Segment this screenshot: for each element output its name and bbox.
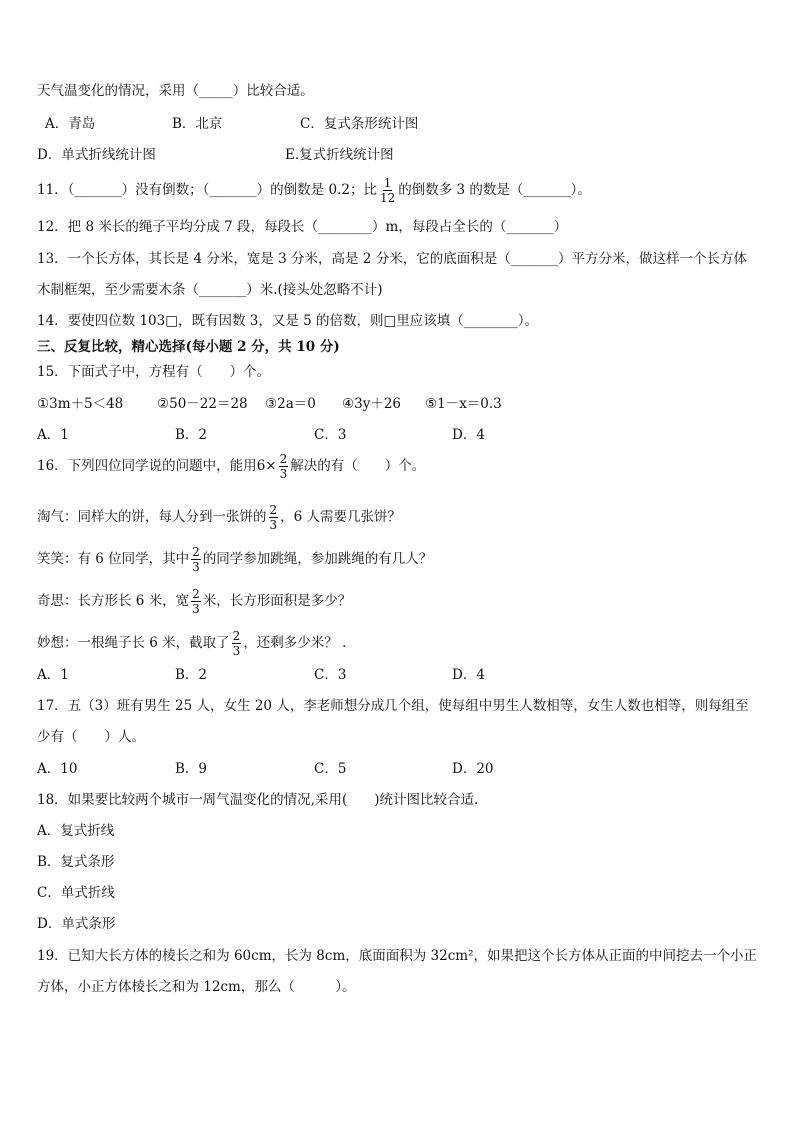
question-12: 12．把 8 米长的绳子平均分成 7 段，每段长（________）m，每段占全长的（_______） [37, 219, 568, 235]
fraction-denominator: 12 [379, 191, 396, 205]
q16-qisi [37, 587, 351, 616]
q16-miaoxiang-text-b: ，还剩多少米？ . [243, 635, 347, 651]
question-19-line-2: 方体，小正方体棱长之和为 12cm，那么（ ）。 [37, 979, 356, 995]
fraction-denominator: 3 [269, 518, 278, 532]
fraction-numerator: 2 [279, 452, 288, 466]
question-16 [37, 452, 425, 481]
q15-option-b[interactable]: B．2 [175, 427, 208, 443]
q16-xiaoxiao [37, 545, 432, 574]
fraction-denominator: 3 [192, 602, 200, 616]
q16-option-b[interactable]: B．2 [175, 667, 208, 683]
q10-option-b[interactable]: B．北京 [172, 116, 223, 132]
q16-stem-a: 16．下列四位同学说的问题中，能用 [37, 458, 257, 474]
q10-option-e[interactable]: E.复式折线统计图 [285, 147, 394, 163]
question-13-line-2: 木制框架，至少需要木条（_______）米.(接头处忽略不计) [37, 282, 383, 298]
fraction-numerator: 2 [269, 503, 278, 517]
q16-qisi-text-a: 奇思：长方形长 6 米，宽 [37, 593, 190, 609]
question-19-line-1: 19．已知大长方体的棱长之和为 60cm，长为 8cm，底面面积为 32cm²，如果把这个长方体从正面的中间挖去一个小正 [37, 948, 757, 964]
fraction-numerator: 2 [192, 587, 200, 601]
q11-text-b: 的倒数多 3 的数是（_______）。 [398, 182, 591, 198]
q16-qisi-text-b: 米，长方形面积是多少？ [202, 593, 352, 609]
question-17-line-2: 少有（ ）人。 [37, 729, 145, 745]
question-17-line-1: 17．五（3）班有男生 25 人，女生 20 人，李老师想分成几个组，使每组中男生人数相等，女生人数也相等，则每组至 [37, 698, 749, 714]
question-11 [37, 176, 591, 205]
fraction-denominator: 3 [279, 467, 288, 481]
q16-taoqi [37, 503, 401, 532]
q15-option-a[interactable]: A．1 [37, 427, 69, 443]
fraction-2-3 [232, 629, 242, 658]
q10-option-d[interactable]: D．单式折线统计图 [37, 147, 156, 163]
q18-option-b[interactable]: B．复式条形 [37, 854, 115, 870]
q17-option-b[interactable]: B．9 [175, 761, 208, 777]
q15-option-d[interactable]: D．4 [452, 427, 485, 443]
fraction-1-12 [379, 176, 396, 205]
question-14: 14．要使四位数 103□，既有因数 3，又是 5 的倍数，则□里应该填（________）。 [37, 313, 539, 329]
q16-option-a[interactable]: A．1 [37, 667, 69, 683]
fraction-numerator: 2 [192, 545, 200, 559]
q17-option-c[interactable]: C．5 [314, 761, 347, 777]
section-heading: 三、反复比较，精心选择(每小题 2 分，共 10 分) [37, 339, 340, 355]
fraction-2-3 [191, 545, 201, 574]
question-18: 18．如果要比较两个城市一周气温变化的情况,采用( )统计图比较合适. [37, 792, 479, 808]
q16-option-c[interactable]: C．3 [314, 667, 347, 683]
fraction-denominator: 3 [232, 644, 241, 658]
q15-expression-5: ⑤1－x＝0.3 [425, 396, 502, 412]
question-13-line-1: 13．一个长方体，其长是 4 分米，宽是 3 分米，高是 2 分米，它的底面积是（_______）平方分米，做这样一个长方体 [37, 251, 747, 267]
q10-option-c[interactable]: C．复式条形统计图 [300, 116, 419, 132]
fraction-2-3 [269, 503, 279, 532]
q15-expression-4: ④3y＋26 [342, 396, 401, 412]
q17-option-d[interactable]: D．20 [452, 761, 494, 777]
q16-xiaoxiao-text-a: 笑笑：有 6 位同学，其中 [37, 551, 190, 567]
q16-stem-b: 解决的有（ ）个。 [290, 458, 426, 474]
q18-option-d[interactable]: D．单式条形 [37, 916, 116, 932]
q16-taoqi-text-b: ，6 人需要几张饼？ [280, 509, 402, 525]
q15-option-c[interactable]: C．3 [314, 427, 347, 443]
q10-stem: 天气温变化的情况，采用（_____）比较合适。 [37, 83, 314, 99]
question-15: 15．下面式子中，方程有（ ）个。 [37, 364, 271, 380]
q16-miaoxiang-text-a: 妙想：一根绳子长 6 米，截取了 [37, 635, 230, 651]
q15-expression-2: ②50－22＝28 [157, 396, 248, 412]
q16-xiaoxiao-text-b: 的同学参加跳绳，参加跳绳的有几人？ [202, 551, 433, 567]
fraction-2-3 [191, 587, 201, 616]
fraction-numerator: 1 [383, 176, 392, 190]
fraction-denominator: 3 [192, 560, 200, 574]
q11-text-a: 11．（_______）没有倒数；（_______）的倒数是 0.2；比 [37, 182, 377, 198]
q15-expression-3: ③2a＝0 [265, 396, 316, 412]
q18-option-c[interactable]: C．单式折线 [37, 885, 115, 901]
fraction-numerator: 2 [232, 629, 241, 643]
q15-expression-1: ①3m＋5＜48 [37, 396, 124, 412]
q16-miaoxiang [37, 629, 346, 658]
q16-option-d[interactable]: D．4 [452, 667, 485, 683]
q17-option-a[interactable]: A．10 [37, 761, 78, 777]
q16-taoqi-text-a: 淘气：同样大的饼，每人分到一张饼的 [37, 509, 267, 525]
q18-option-a[interactable]: A．复式折线 [37, 823, 115, 839]
fraction-2-3 [279, 452, 289, 481]
q16-expression: 6× [256, 458, 277, 474]
q10-option-a[interactable]: A．青岛 [45, 116, 96, 132]
